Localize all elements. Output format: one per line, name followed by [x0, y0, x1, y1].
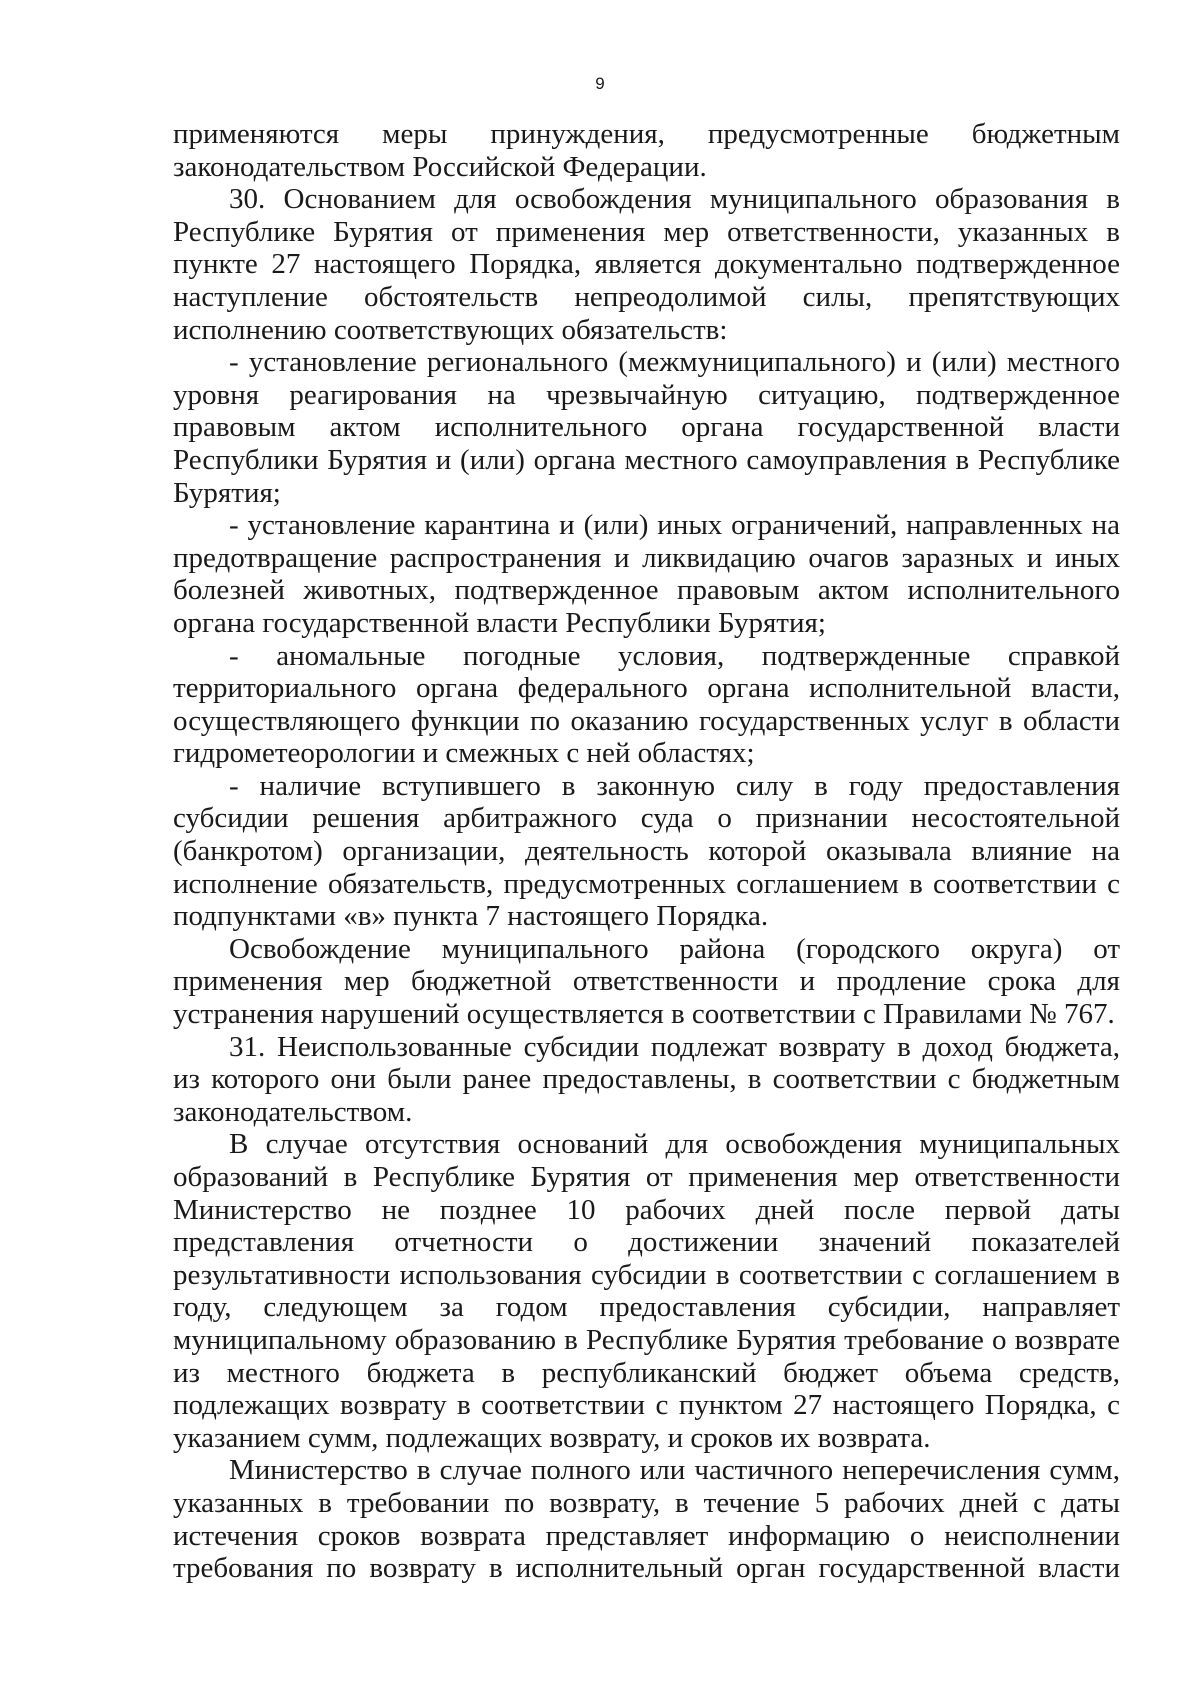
paragraph-nonpayment: Министерство в случае полного или частичного неперечисления сумм, указанных в требовании по возврату, в течение 5 рабочих дней с даты истечения сроков возврата представляет информацию о неисполнении требования по возврату в исполнительный орган государственной власти [173, 1454, 1120, 1585]
document-body [173, 118, 1120, 1585]
paragraph-bullet-weather: - аномальные погодные условия, подтвержденные справкой территориального органа федерального органа исполнительной власти, осуществляющего функции по оказанию государственных услуг в области гидрометеорологии и смежных с ней областях; [173, 639, 1120, 770]
paragraph-item-30: 30. Основанием для освобождения муниципального образования в Республике Бурятия от применения мер ответственности, указанных в пункте 27 настоящего Порядка, является документально подтвержденное наступление обстоятельств непреодолимой силы, препятствующих исполнению соответствующих обязательств: [173, 183, 1120, 346]
paragraph-bullet-arbitration: - наличие вступившего в законную силу в году предоставления субсидии решения арбитражного суда о признании несостоятельной (банкротом) организации, деятельность которой оказывала влияние на исполнение обязательств, предусмотренных соглашением в соответствии с подпунктами «в» пункта 7 настоящего Порядка. [173, 769, 1120, 933]
paragraph-refund-demand: В случае отсутствия оснований для освобождения муниципальных образований в Республике Бурятия от применения мер ответственности Министерство не позднее 10 рабочих дней после первой даты представления отчетности о достижении значений показателей результативности использования субсидии в соответствии с соглашением в году, следующем за годом предоставления субсидии, направляет муниципальному образованию в Республике Бурятия требование о возврате из местного бюджета в республиканский бюджет объема средств, подлежащих возврату в соответствии с пунктом 27 настоящего Порядка, с указанием сумм, подлежащих возврату, и сроков их возврата. [173, 1128, 1120, 1454]
paragraph-exemption: Освобождение муниципального района (городского округа) от применения мер бюджетной ответственности и продление срока для устранения нарушений осуществляется в соответствии с Правилами № 767. [173, 932, 1120, 1031]
page-number: 9 [595, 74, 605, 93]
paragraph-bullet-emergency: - установление регионального (межмуниципального) и (или) местного уровня реагирования на чрезвычайную ситуацию, подтвержденное правовым актом исполнительного органа государственной власти Республики Бурятия и (или) органа местного самоуправления в Республике Бурятия; [173, 346, 1120, 509]
paragraph-continuation: применяются меры принуждения, предусмотренные бюджетным законодательством Российской Федерации. [173, 118, 1120, 183]
paragraph-item-31: 31. Неиспользованные субсидии подлежат возврату в доход бюджета, из которого они были ранее предоставлены, в соответствии с бюджетным законодательством. [173, 1030, 1120, 1128]
paragraph-bullet-quarantine: - установление карантина и (или) иных ограничений, направленных на предотвращение распространения и ликвидацию очагов заразных и иных болезней животных, подтвержденное правовым актом исполнительного органа государственной власти Республики Бурятия; [173, 509, 1120, 639]
